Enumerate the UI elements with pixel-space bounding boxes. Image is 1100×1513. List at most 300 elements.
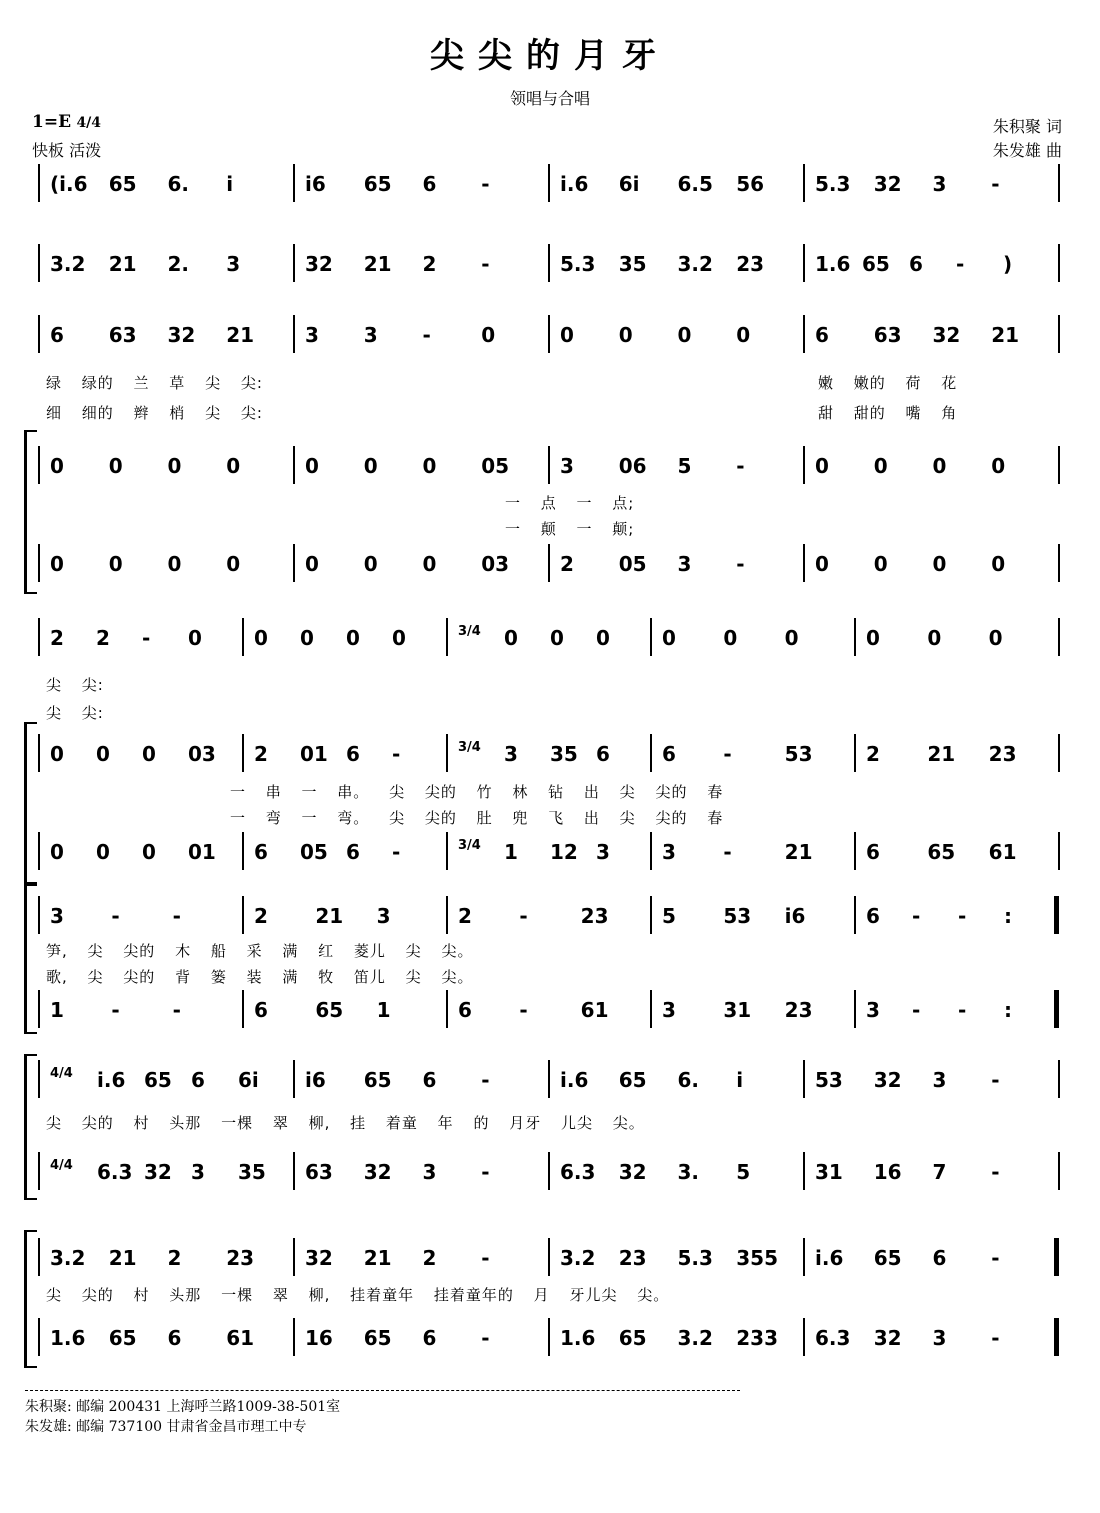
note-group: 23 xyxy=(784,998,813,1022)
note-group: 6 xyxy=(662,742,676,766)
note-group: 0 xyxy=(226,552,241,576)
note-group: 3 xyxy=(596,840,610,864)
barline xyxy=(242,832,244,870)
note-group: 05 xyxy=(481,454,510,478)
note-group: 6 xyxy=(191,1068,205,1092)
note-group: 6i xyxy=(618,172,640,196)
footer-address-lyricist: 朱积聚: 邮编 200431 上海呼兰路1009-38-501室 xyxy=(25,1399,341,1415)
note-group: 5 xyxy=(736,1160,751,1184)
note-group: 0 xyxy=(142,840,156,864)
lyric-line: 嫩 嫩的 荷 花 xyxy=(818,374,958,392)
note-group: 31 xyxy=(815,1160,843,1184)
note-group: 1.6 xyxy=(50,1326,86,1350)
note-group: - xyxy=(481,1246,490,1270)
note-group: 6 xyxy=(422,172,437,196)
note-group: 0 xyxy=(188,626,202,650)
note-group: 6 xyxy=(866,840,880,864)
barline xyxy=(1058,618,1060,656)
lyric-line: 细 细的 辫 梢 尖 尖: xyxy=(46,404,263,422)
note-group: 6 xyxy=(254,840,268,864)
lyric-line: 尖 尖: xyxy=(46,704,104,722)
note-group: 0 xyxy=(991,552,1006,576)
barline xyxy=(38,896,40,934)
note-group: - xyxy=(519,904,528,928)
note-group: 0 xyxy=(363,552,378,576)
note-group: 35 xyxy=(618,252,647,276)
footer-address-composer: 朱发雄: 邮编 737100 甘肃省金昌市理工中专 xyxy=(25,1419,307,1435)
composer-credit: 朱发雄 曲 xyxy=(992,141,1062,160)
note-group: 32 xyxy=(873,1068,902,1092)
note-group: 0 xyxy=(932,552,947,576)
note-group: 0 xyxy=(108,552,123,576)
barline xyxy=(803,1318,805,1356)
barline xyxy=(293,164,295,202)
note-group: 2 xyxy=(50,626,64,650)
barline xyxy=(446,990,448,1028)
barline xyxy=(293,1060,295,1098)
barline xyxy=(548,1152,550,1190)
lyric-line: 尖 尖: xyxy=(46,676,104,694)
barline xyxy=(1058,446,1060,484)
note-group: - xyxy=(481,252,490,276)
note-group: - xyxy=(111,998,120,1022)
note-group: 6 xyxy=(167,1326,182,1350)
final-barline xyxy=(1054,896,1059,934)
note-group: 0 xyxy=(991,454,1006,478)
barline xyxy=(38,832,40,870)
note-group: i xyxy=(226,172,234,196)
note-group: 23 xyxy=(618,1246,647,1270)
note-group: i.6 xyxy=(97,1068,126,1092)
note-group: 0 xyxy=(96,840,110,864)
barline xyxy=(650,832,652,870)
note-group: 0 xyxy=(422,552,437,576)
note-group: 0 xyxy=(392,626,406,650)
barline xyxy=(38,1060,40,1098)
barline xyxy=(38,446,40,484)
note-group: - xyxy=(422,323,431,347)
barline xyxy=(1058,244,1060,282)
note-group: 23 xyxy=(580,904,609,928)
note-group: 6 xyxy=(346,840,360,864)
note-group: 53 xyxy=(815,1068,843,1092)
barline xyxy=(446,832,448,870)
barline xyxy=(38,544,40,582)
barline xyxy=(38,164,40,202)
note-group: 03 xyxy=(481,552,510,576)
note-group: 65 xyxy=(618,1326,647,1350)
note-group: 3 xyxy=(866,998,880,1022)
barline xyxy=(446,734,448,772)
barline xyxy=(38,990,40,1028)
note-group: 16 xyxy=(305,1326,333,1350)
barline xyxy=(293,1318,295,1356)
note-group: 0 xyxy=(142,742,156,766)
note-group: 0 xyxy=(866,626,880,650)
note-group: 32 xyxy=(618,1160,647,1184)
note-group: 6 xyxy=(50,323,64,347)
barline xyxy=(38,1318,40,1356)
barline xyxy=(1058,315,1060,353)
lyric-line: 歌, 尖 尖的 背 篓 装 满 牧 笛儿 尖 尖。 xyxy=(46,968,474,986)
barline xyxy=(38,618,40,656)
note-group: 3.2 xyxy=(50,252,86,276)
note-group: 32 xyxy=(932,323,961,347)
note-group: i6 xyxy=(784,904,806,928)
final-barline xyxy=(1054,1318,1059,1356)
note-group: 65 xyxy=(108,172,137,196)
note-group: 32 xyxy=(305,252,333,276)
note-group: 21 xyxy=(363,252,392,276)
lyric-line: 一 弯 一 弯。 尖 尖的 肚 兜 飞 出 尖 尖的 春 xyxy=(230,809,724,827)
note-group: - xyxy=(991,1068,1000,1092)
barline xyxy=(803,164,805,202)
note-group: 56 xyxy=(736,172,765,196)
note-group: 0 xyxy=(618,323,633,347)
note-group: i6 xyxy=(305,172,326,196)
notation-line xyxy=(0,1068,1040,1108)
note-group: 21 xyxy=(363,1246,392,1270)
note-group: 0 xyxy=(481,323,496,347)
note-group: 3 xyxy=(662,840,676,864)
note-group: 6. xyxy=(167,172,190,196)
notation-line xyxy=(0,626,1040,666)
note-group: 65 xyxy=(927,840,956,864)
note-group: 01 xyxy=(300,742,328,766)
note-group: 3 xyxy=(932,1068,947,1092)
note-group: 0 xyxy=(988,626,1003,650)
note-group: 2 xyxy=(254,904,268,928)
barline xyxy=(293,446,295,484)
barline xyxy=(293,244,295,282)
note-group: 6 xyxy=(254,998,268,1022)
note-group: 3 xyxy=(932,1326,947,1350)
barline xyxy=(38,1238,40,1276)
note-group: 3 xyxy=(305,323,319,347)
note-group: 32 xyxy=(144,1160,172,1184)
song-subtitle: 领唱与合唱 xyxy=(509,89,590,108)
note-group: 5.3 xyxy=(677,1246,713,1270)
note-group: 0 xyxy=(736,323,751,347)
note-group: 32 xyxy=(305,1246,333,1270)
note-group: - xyxy=(723,742,732,766)
note-group: 3 xyxy=(422,1160,437,1184)
note-group: 3 xyxy=(191,1160,205,1184)
note-group: - xyxy=(956,252,965,276)
note-group: 3.2 xyxy=(677,1326,713,1350)
barline xyxy=(854,734,856,772)
note-group: - xyxy=(392,840,401,864)
lyric-line: 尖 尖的 村 头那 一棵 翠 柳, 挂着童年 挂着童年的 月 牙儿尖 尖。 xyxy=(46,1286,670,1304)
barline xyxy=(548,1238,550,1276)
note-group: 06 xyxy=(618,454,647,478)
barline xyxy=(650,618,652,656)
note-group: 32 xyxy=(167,323,196,347)
note-group: 23 xyxy=(736,252,765,276)
note-group: - xyxy=(991,172,1000,196)
note-group: 65 xyxy=(363,1068,392,1092)
note-group: - xyxy=(481,1160,490,1184)
note-group: 0 xyxy=(50,840,64,864)
note-group: 16 xyxy=(873,1160,902,1184)
note-group: - xyxy=(519,998,528,1022)
note-group: 6 xyxy=(866,904,880,928)
barline xyxy=(38,315,40,353)
barline xyxy=(293,544,295,582)
notation-line xyxy=(0,552,1040,592)
note-group: 65 xyxy=(873,1246,902,1270)
note-group: 0 xyxy=(677,323,692,347)
barline xyxy=(548,164,550,202)
barline xyxy=(1058,734,1060,772)
notation-line xyxy=(0,1326,1040,1366)
note-group: 31 xyxy=(723,998,752,1022)
note-group: 6.3 xyxy=(815,1326,851,1350)
barline xyxy=(242,990,244,1028)
note-group: 0 xyxy=(254,626,268,650)
barline xyxy=(854,896,856,934)
note-group: 0 xyxy=(560,323,574,347)
note-group: 0 xyxy=(550,626,564,650)
note-group: 0 xyxy=(784,626,799,650)
key-signature xyxy=(32,112,101,132)
note-group: 3 xyxy=(376,904,391,928)
note-group: - xyxy=(392,742,401,766)
note-group: - xyxy=(142,626,151,650)
note-group: 2. xyxy=(167,252,190,276)
note-group: 2 xyxy=(458,904,472,928)
note-group: 35 xyxy=(550,742,578,766)
barline xyxy=(548,244,550,282)
note-group: 0 xyxy=(305,454,319,478)
note-group: 6. xyxy=(677,1068,700,1092)
note-group: 3 xyxy=(560,454,574,478)
lyric-line: 甜 甜的 嘴 角 xyxy=(818,404,958,422)
note-group: 3. xyxy=(677,1160,700,1184)
notation-line xyxy=(0,252,1040,292)
note-group: 3.2 xyxy=(560,1246,596,1270)
note-group: 0 xyxy=(363,454,378,478)
note-group: 35 xyxy=(238,1160,266,1184)
note-group: 6 xyxy=(422,1326,437,1350)
note-group: 2 xyxy=(866,742,880,766)
note-group: 0 xyxy=(723,626,738,650)
note-group: 2 xyxy=(167,1246,182,1270)
note-group: 6 xyxy=(815,323,829,347)
barline xyxy=(293,315,295,353)
note-group: 6.3 xyxy=(97,1160,133,1184)
lyric-line: 一 串 一 串。 尖 尖的 竹 林 钻 出 尖 尖的 春 xyxy=(230,783,724,801)
note-group: - xyxy=(991,1160,1000,1184)
note-group: 1.6 xyxy=(815,252,851,276)
note-group: 0 xyxy=(873,552,888,576)
note-group: 6.5 xyxy=(677,172,713,196)
barline xyxy=(854,832,856,870)
note-group: 4/4 xyxy=(50,1066,73,1081)
final-barline xyxy=(1054,990,1059,1028)
note-group: 0 xyxy=(815,454,829,478)
note-group: 5.3 xyxy=(815,172,851,196)
barline xyxy=(650,896,652,934)
note-group: 3.2 xyxy=(677,252,713,276)
note-group: 21 xyxy=(784,840,813,864)
note-group: i.6 xyxy=(560,1068,589,1092)
note-group: 3/4 xyxy=(458,838,481,853)
barline xyxy=(803,244,805,282)
final-barline xyxy=(1054,1238,1059,1276)
note-group: 4/4 xyxy=(50,1158,73,1173)
note-group: 23 xyxy=(226,1246,255,1270)
note-group: - xyxy=(723,840,732,864)
notation-line xyxy=(0,323,1040,363)
barline xyxy=(650,990,652,1028)
note-group: (i.6 xyxy=(50,172,88,196)
note-group: 3/4 xyxy=(458,624,481,639)
note-group: 355 xyxy=(736,1246,778,1270)
note-group: 01 xyxy=(188,840,216,864)
note-group: 233 xyxy=(736,1326,778,1350)
time-signature: 4/4 xyxy=(76,115,102,131)
note-group: 3 xyxy=(662,998,676,1022)
note-group: - xyxy=(481,1068,490,1092)
note-group: - xyxy=(958,904,967,928)
note-group: 3.2 xyxy=(50,1246,86,1270)
note-group: 5.3 xyxy=(560,252,596,276)
note-group: 2 xyxy=(422,1246,437,1270)
note-group: - xyxy=(991,1246,1000,1270)
note-group: 63 xyxy=(108,323,137,347)
notation-line xyxy=(0,1246,1040,1286)
notation-line xyxy=(0,904,1040,944)
lyric-line: 一 点 一 点; xyxy=(505,494,635,512)
lyric-line: 一 颠 一 颠; xyxy=(505,520,635,538)
barline xyxy=(548,446,550,484)
barline xyxy=(803,1238,805,1276)
lyricist-credit: 朱积聚 词 xyxy=(992,117,1062,136)
lyric-line: 笋, 尖 尖的 木 船 采 满 红 菱儿 尖 尖。 xyxy=(46,942,474,960)
barline xyxy=(803,544,805,582)
note-group: 3 xyxy=(226,252,241,276)
note-group: 0 xyxy=(108,454,123,478)
barline xyxy=(446,618,448,656)
note-group: 61 xyxy=(988,840,1017,864)
notation-line xyxy=(0,840,1040,880)
note-group: - xyxy=(912,904,921,928)
note-group: 32 xyxy=(363,1160,392,1184)
note-group: 0 xyxy=(927,626,942,650)
barline xyxy=(1058,1060,1060,1098)
barline xyxy=(1058,1152,1060,1190)
note-group: 21 xyxy=(927,742,956,766)
note-group: 1.6 xyxy=(560,1326,596,1350)
note-group: 63 xyxy=(873,323,902,347)
note-group: 21 xyxy=(315,904,344,928)
note-group: 21 xyxy=(226,323,255,347)
note-group: - xyxy=(172,904,181,928)
barline xyxy=(293,1238,295,1276)
note-group: 65 xyxy=(363,1326,392,1350)
note-group: 0 xyxy=(504,626,518,650)
barline xyxy=(38,244,40,282)
key-label: 1=E xyxy=(32,112,72,132)
note-group: 3/4 xyxy=(458,740,481,755)
barline xyxy=(548,315,550,353)
note-group: - xyxy=(991,1326,1000,1350)
note-group: 32 xyxy=(873,172,902,196)
notation-line xyxy=(0,742,1040,782)
barline xyxy=(548,1060,550,1098)
barline xyxy=(803,1060,805,1098)
barline xyxy=(242,734,244,772)
barline xyxy=(803,315,805,353)
barline xyxy=(242,618,244,656)
note-group: 21 xyxy=(991,323,1020,347)
note-group: 05 xyxy=(300,840,328,864)
note-group: 0 xyxy=(662,626,676,650)
barline xyxy=(803,1152,805,1190)
note-group: - xyxy=(736,552,745,576)
note-group: 65 xyxy=(144,1068,172,1092)
note-group: 6i xyxy=(238,1068,259,1092)
note-group: 53 xyxy=(723,904,752,928)
note-group: : xyxy=(1004,998,1012,1022)
note-group: 0 xyxy=(50,454,64,478)
barline xyxy=(1058,832,1060,870)
notation-line xyxy=(0,1160,1040,1200)
barline xyxy=(854,990,856,1028)
note-group: 6 xyxy=(458,998,472,1022)
note-group: 61 xyxy=(226,1326,255,1350)
note-group: i.6 xyxy=(560,172,589,196)
lyric-line: 绿 绿的 兰 草 尖 尖: xyxy=(46,374,263,392)
note-group: 6 xyxy=(932,1246,947,1270)
footer-divider xyxy=(25,1390,740,1391)
note-group: 6 xyxy=(596,742,610,766)
note-group: - xyxy=(736,454,745,478)
note-group: 0 xyxy=(596,626,610,650)
note-group: - xyxy=(958,998,967,1022)
barline xyxy=(38,734,40,772)
notation-line xyxy=(0,998,1040,1038)
barline xyxy=(650,734,652,772)
note-group: i.6 xyxy=(815,1246,844,1270)
note-group: 21 xyxy=(108,252,137,276)
barline xyxy=(854,618,856,656)
barline xyxy=(1058,164,1060,202)
note-group: ) xyxy=(1003,252,1013,276)
barline xyxy=(293,1152,295,1190)
note-group: 3 xyxy=(504,742,518,766)
notation-line xyxy=(0,454,1040,494)
note-group: - xyxy=(172,998,181,1022)
note-group: - xyxy=(111,904,120,928)
note-group: 2 xyxy=(560,552,574,576)
note-group: 6 xyxy=(346,742,360,766)
note-group: 1 xyxy=(504,840,518,864)
note-group: 61 xyxy=(580,998,609,1022)
note-group: 3 xyxy=(932,172,947,196)
note-group: 0 xyxy=(50,552,64,576)
note-group: 0 xyxy=(305,552,319,576)
note-group: 7 xyxy=(932,1160,947,1184)
note-group: 3 xyxy=(363,323,378,347)
barline xyxy=(548,1318,550,1356)
note-group: 65 xyxy=(618,1068,647,1092)
note-group: - xyxy=(912,998,921,1022)
note-group: 23 xyxy=(988,742,1017,766)
song-title: 尖尖的月牙 xyxy=(430,36,670,76)
note-group: 03 xyxy=(188,742,216,766)
